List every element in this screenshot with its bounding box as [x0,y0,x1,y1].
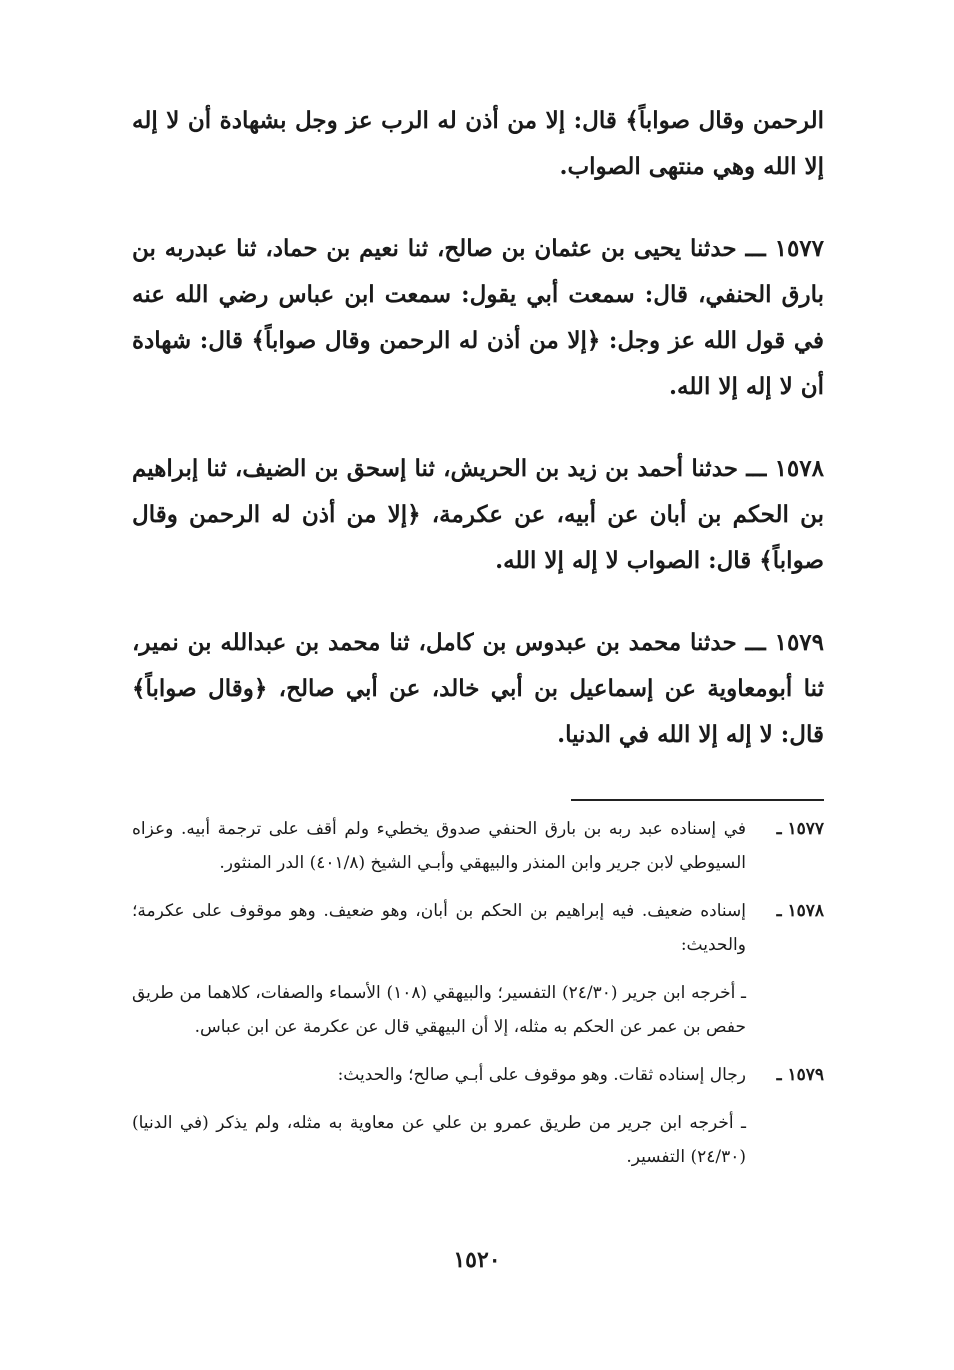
main-text [132,98,824,758]
hadith-text: حدثنا أحمد بن زيد بن الحريش، ثنا إسحق بن الضيف، ثنا إبراهيم بن الحكم بن أبان عن أبيه، عن عكرمة، ﴿إلا من أذن له الرحمن وقال صواباً﴾ قال: الصواب لا إله إلا الله. [132,455,824,574]
footnotes [132,812,824,1188]
hadith-number: ١٥٧٩ [774,629,825,656]
footnote-divider [571,799,824,801]
hadith-text: حدثنا محمد بن عبدوس بن كامل، ثنا محمد بن عبدالله بن نمير، ثنا أبومعاوية عن إسماعيل بن أبي خالد، عن أبي صالح، ﴿وقال صواباً﴾ قال: لا إله إلا الله في الدنيا. [132,629,824,748]
hadith-1577 [132,226,824,410]
footnote-text: رجال إسناده ثقات. وهو موقوف على أبـي صالح؛ والحديث: [337,1065,746,1085]
footnote-1578-takhrij: ـ أخرجه ابن جرير (٢٤/٣٠) التفسير؛ والبيهقي (١٠٨) الأسماء والصفات، كلاهما من طريق حفص بن عمر عن الحكم به مثله، إلا أن البيهقي قال عن عكرمة عن ابن عباس. [132,983,747,1037]
hadith-dash: ـــ [745,629,766,656]
footnote-1577 [132,812,824,880]
footnote-number: ١٥٧٧ ـ [776,819,824,839]
footnote-number: ١٥٧٩ ـ [776,1065,824,1085]
footnote-number: ١٥٧٨ ـ [776,901,824,921]
hadith-dash: ـــ [745,235,766,262]
page-number: ١٥٢٠ [453,1247,501,1273]
hadith-dash: ـــ [746,455,767,482]
hadith-1579 [132,620,824,758]
continuation-paragraph: الرحمن وقال صواباً﴾ قال: إلا من أذن له الرب عز وجل بشهادة أن لا إله إلا الله وهي منتهى الصواب. [132,107,824,180]
hadith-number: ١٥٧٧ [774,235,825,262]
footnote-1579 [132,1058,824,1092]
hadith-number: ١٥٧٨ [774,455,824,482]
footnote-text: إسناده ضعيف. فيه إبراهيم بن الحكم بن أبان، وهو ضعيف. وهو موقوف على عكرمة؛ والحديث: [132,901,746,955]
hadith-text: حدثنا يحيى بن عثمان بن صالح، ثنا نعيم بن حماد، ثنا عبدربه بن بارق الحنفي، قال: سمعت أبي يقول: سمعت ابن عباس رضي الله عنه في قول الله عز وجل: ﴿إلا من أذن له الرحمن وقال صواباً﴾ قال: شهادة أن لا إله إلا الله. [132,235,824,400]
footnote-1578 [132,894,824,962]
footnote-text: في إسناده عبد ربه بن بارق الحنفي صدوق يخطيء ولم أقف على ترجمة أبيه. وعزاه السيوطي لابن جرير وابن المنذر والبيهقي وأبـي الشيخ (٤٠١/٨) الدر المنثور. [132,819,746,873]
hadith-1578 [132,446,824,584]
footnote-1579-takhrij: ـ أخرجه ابن جرير من طريق عمرو بن علي عن معاوية به مثله، ولم يذكر (في الدنيا) (٢٤/٣٠) التفسير. [132,1113,746,1167]
